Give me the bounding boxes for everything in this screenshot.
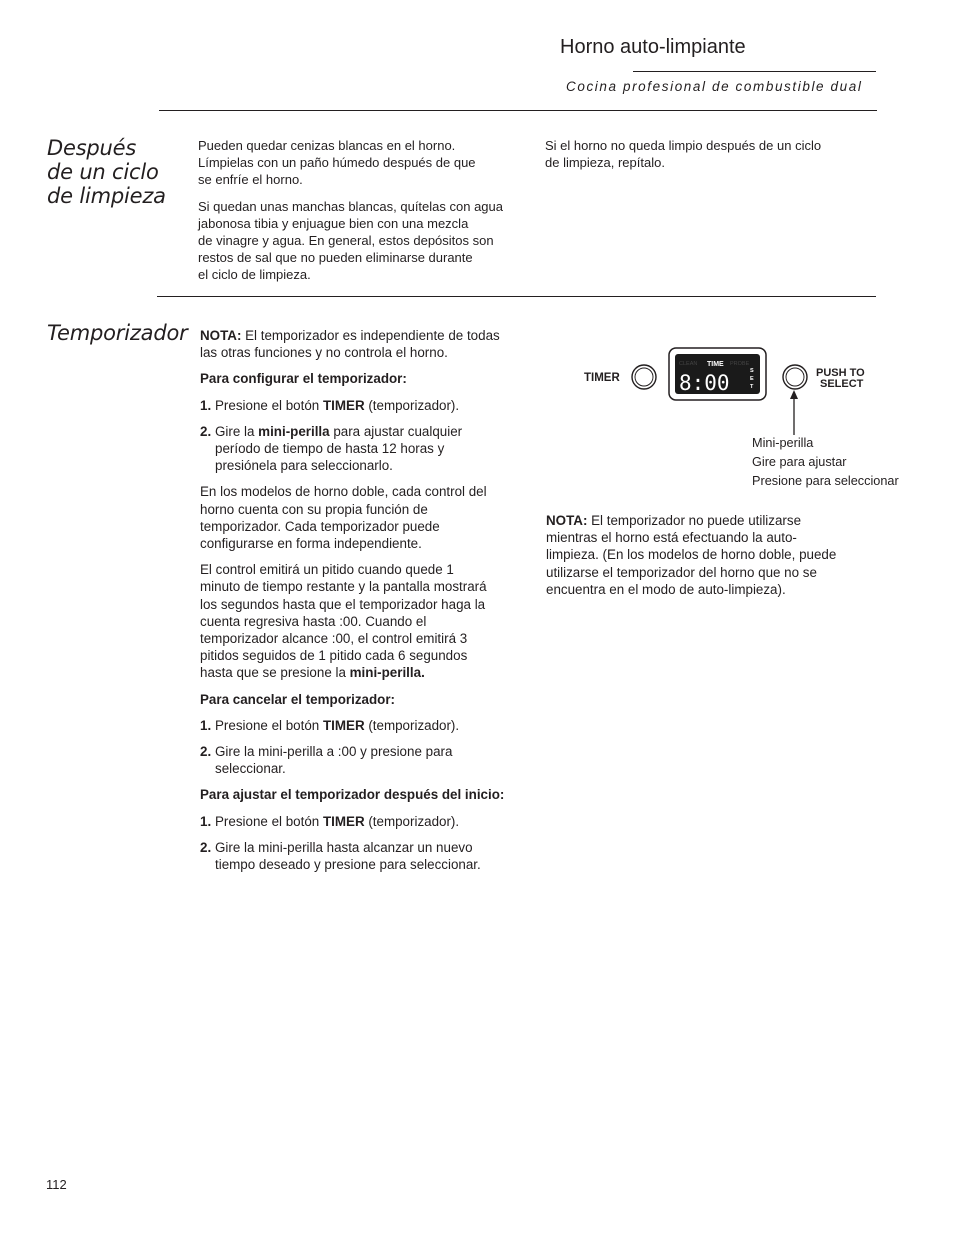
text-line: En los modelos de horno doble, cada control del [200, 484, 487, 500]
text-line: El temporizador es independiente de todas [241, 328, 500, 343]
text-span: Presione el botón [215, 813, 323, 829]
list-number: 2. [200, 839, 212, 855]
text-line: Gire la mini-perilla a :00 y presione para [215, 744, 453, 760]
text-line: presiónela para seleccionarlo. [215, 458, 393, 474]
mini-knob-caption [752, 434, 899, 491]
text-span: Presione el botón [215, 397, 323, 413]
list-item [200, 813, 535, 830]
push-to-label: PUSH TO [816, 367, 865, 379]
set-letter: T [750, 384, 754, 390]
text-line: pitidos seguidos de 1 pitido cada 6 segundos [200, 648, 468, 664]
text-span: hasta que se presione la [200, 665, 350, 681]
note-label: NOTA: [546, 513, 588, 528]
text-span: (temporizador). [364, 813, 460, 829]
section-divider [157, 296, 876, 297]
text-line: de limpieza, repítalo. [545, 155, 665, 171]
display-panel [669, 348, 766, 400]
text-line: período de tiempo de hasta 12 horas y [215, 441, 445, 457]
adjust-heading: Para ajustar el temporizador después del inicio: [200, 787, 505, 803]
text-line: utilizarse el temporizador del horno que no se [546, 564, 817, 580]
control-panel-illustration [580, 340, 880, 440]
caption-line: Mini-perilla [752, 436, 814, 450]
text-line: El control emitirá un pitido cuando quede 1 [200, 562, 454, 578]
text-line: minuto de tiempo restante y la pantalla mostrará [200, 579, 487, 595]
text-line: Gire la mini-perilla hasta alcanzar un nuevo [215, 839, 473, 855]
list-item [200, 397, 535, 414]
page-header-subtitle: Cocina profesional de combustible dual [566, 79, 863, 94]
header-divider [159, 110, 877, 111]
text-line: horno cuenta con su propia función de [200, 501, 428, 517]
text-span: Gire la [215, 423, 259, 439]
section1-column-left [198, 137, 538, 284]
text-line: seleccionar. [215, 761, 286, 777]
double-oven-paragraph [200, 483, 535, 552]
spots-paragraph [198, 198, 538, 284]
timer-note [200, 327, 535, 361]
text-line: Si el horno no queda limpio después de un ciclo [545, 138, 822, 153]
text-span: para ajustar cualquier [329, 423, 463, 439]
select-label: SELECT [820, 378, 864, 390]
text-line: cuenta regresiva hasta :00. Cuando el [200, 613, 427, 629]
set-letter: S [750, 368, 754, 374]
text-line: el ciclo de limpieza. [198, 267, 311, 283]
section-title-timer: Temporizador [47, 321, 188, 345]
text-line: El temporizador no puede utilizarse [587, 513, 802, 528]
text-line: mientras el horno está efectuando la auto- [546, 530, 797, 546]
note-label: NOTA: [200, 328, 242, 343]
list-number: 2. [200, 423, 212, 439]
text-line: tiempo deseado y presione para seleccionar. [215, 857, 481, 873]
mini-knob-icon [783, 365, 807, 389]
configure-heading: Para configurar el temporizador: [200, 371, 407, 387]
text-line: temporizador alcance :00, el control emitirá 3 [200, 631, 468, 647]
timer-note-self-clean [546, 512, 881, 598]
list-item [200, 839, 535, 873]
text-line: Pueden quedar cenizas blancas en el horno. [198, 138, 456, 153]
text-line: se enfríe el horno. [198, 172, 303, 188]
text-line: Si quedan unas manchas blancas, quítelas con agua [198, 198, 503, 214]
caption-line: Gire para ajustar [752, 455, 847, 469]
beep-paragraph [200, 561, 535, 681]
section1-column-right [545, 137, 875, 171]
header-rule [633, 71, 876, 72]
text-line: restos de sal que no pueden eliminarse durante [198, 250, 473, 266]
display-digits: 8:00 [679, 371, 730, 395]
timer-column-left [200, 327, 535, 882]
section-title-line: Después [47, 136, 137, 160]
list-number: 1. [200, 813, 212, 829]
list-number: 2. [200, 744, 212, 760]
text-span: Presione el botón [215, 717, 323, 733]
list-item [200, 423, 535, 475]
text-line: jabonosa tibia y enjuague bien con una mezcla [198, 215, 469, 231]
text-span: TIMER [322, 813, 365, 829]
timer-label: TIMER [584, 372, 620, 384]
text-span: TIMER [322, 717, 365, 733]
text-line: de vinagre y agua. En general, estos depósitos son [198, 233, 494, 249]
text-span: mini-perilla. [349, 665, 425, 681]
caption-line: Presione para seleccionar [752, 474, 899, 488]
text-span: mini-perilla [258, 423, 330, 439]
section-title-line: de limpieza [47, 184, 166, 208]
set-letter: E [750, 376, 754, 382]
display-label-probe: PROBE [730, 361, 750, 367]
text-line: configurarse en forma independiente. [200, 536, 422, 552]
arrow-up-icon [790, 390, 798, 435]
section-title-after-cleaning [47, 136, 166, 208]
page-number: 112 [46, 1177, 67, 1192]
text-line: temporizador. Cada temporizador puede [200, 518, 440, 534]
text-line: encuentra en el modo de auto-limpieza). [546, 581, 786, 597]
text-span: TIMER [322, 397, 365, 413]
timer-knob-icon [632, 365, 656, 389]
text-span: (temporizador). [364, 717, 460, 733]
text-span: (temporizador). [364, 397, 460, 413]
section-title-line: de un ciclo [47, 160, 159, 184]
list-number: 1. [200, 717, 212, 733]
cancel-heading: Para cancelar el temporizador: [200, 691, 395, 707]
text-line: las otras funciones y no controla el horno. [200, 345, 448, 361]
display-label-clean: CLEAN [679, 361, 698, 367]
text-line: limpieza. (En los modelos de horno doble, puede [546, 547, 837, 563]
ash-paragraph [198, 137, 538, 189]
display-label-time: TIME [707, 361, 724, 368]
page-header-title: Horno auto-limpiante [560, 36, 746, 58]
list-item [200, 743, 535, 777]
list-item [200, 717, 535, 734]
text-line: Límpielas con un paño húmedo después de que [198, 155, 476, 171]
list-number: 1. [200, 397, 212, 413]
text-line: los segundos hasta que el temporizador haga la [200, 596, 486, 612]
